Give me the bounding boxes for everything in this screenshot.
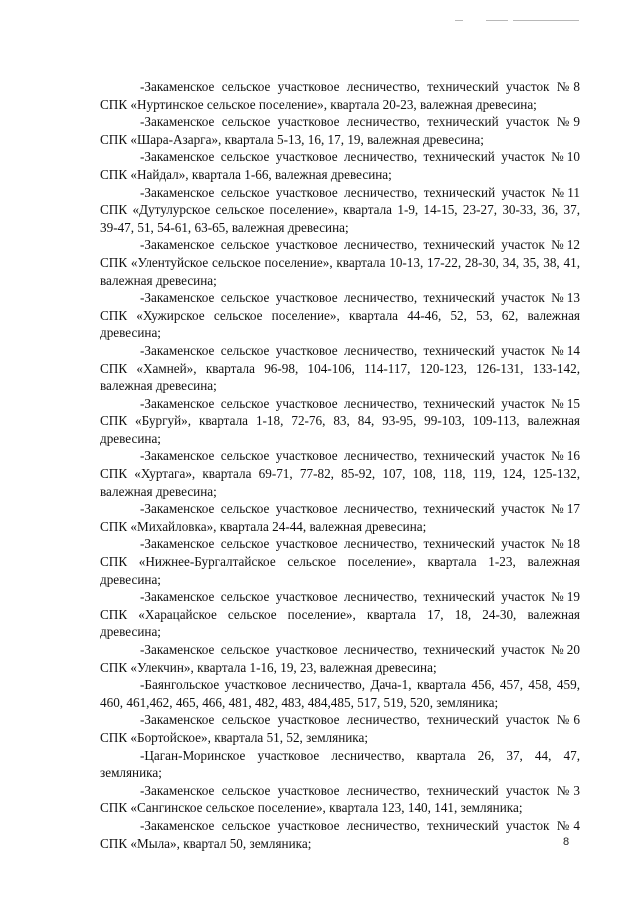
list-item: -Закаменское сельское участковое лесничество, технический участок №15 СПК «Бургуй», квартала 1-18, 72-76, 83, 84, 93-95, 99-103, 109-113, валежная древесина; bbox=[100, 395, 580, 446]
scan-header-mark bbox=[455, 20, 463, 21]
list-item: -Закаменское сельское участковое лесничество, технический участок №3 СПК «Сангинское сельское поселение», квартала 123, 140, 141, земляника; bbox=[100, 782, 580, 816]
list-item: -Закаменское сельское участковое лесничество, технический участок №14 СПК «Хамней», квартала 96-98, 104-106, 114-117, 120-123, 126-131, 133-142, валежная древесина; bbox=[100, 342, 580, 394]
list-item: -Закаменское сельское участковое лесничество, технический участок №11 СПК «Дутулурское сельское поселение», квартала 1-9, 14-15, 23-27, 30-33, 36, 37, 39-47, 51, 54-61, 63-65, валежная древесина; bbox=[100, 184, 580, 235]
list-item: -Баянгольское участковое лесничество, Дача-1, квартала 456, 457, 458, 459, 460, 461,462, 465, 466, 481, 482, 483, 484,485, 517, 519, 520, земляника; bbox=[100, 677, 580, 710]
list-item: -Закаменское сельское участковое лесничество, технический участок №18 СПК «Нижнее-Бургалтайское сельское поселение», квартала 1-23, валежная древесина; bbox=[100, 536, 580, 587]
list-item: -Закаменское сельское участковое лесничество, технический участок №12 СПК «Улентуйское сельское поселение», квартала 10-13, 17-22, 28-30, 34, 35, 38, 41, валежная древесина; bbox=[100, 237, 580, 288]
page-number: 8 bbox=[563, 836, 570, 848]
list-item: -Закаменское сельское участковое лесничество, технический участок №13 СПК «Хужирское сельское поселение», квартала 44-46, 52, 53, 62, валежная древесина; bbox=[100, 290, 580, 341]
list-item: -Закаменское сельское участковое лесничество, технический участок №9 СПК «Шара-Азарга», квартала 5-13, 16, 17, 19, валежная древесина; bbox=[100, 114, 580, 147]
list-item: -Закаменское сельское участковое лесничество, технический участок №19 СПК «Харацайское сельское поселение», квартала 17, 18, 24-30, валежная древесина; bbox=[100, 589, 580, 640]
scan-header-mark bbox=[513, 20, 579, 21]
list-item: -Закаменское сельское участковое лесничество, технический участок №16 СПК «Хуртага», квартала 69-71, 77-82, 85-92, 107, 108, 118, 119, 124, 125-132, валежная древесина; bbox=[100, 448, 580, 499]
list-item: -Закаменское сельское участковое лесничество, технический участок №8 СПК «Нуртинское сельское поселение», квартала 20-23, валежная древесина; bbox=[100, 79, 580, 112]
list-item: -Закаменское сельское участковое лесничество, технический участок №4 СПК «Мыла», квартал 50, земляника; bbox=[100, 817, 580, 851]
document-body bbox=[100, 78, 580, 852]
list-item: -Закаменское сельское участковое лесничество, технический участок №17 СПК «Михайловка», квартала 24-44, валежная древесина; bbox=[100, 501, 580, 534]
list-item: -Закаменское сельское участковое лесничество, технический участок №10 СПК «Найдал», квартала 1-66, валежная древесина; bbox=[100, 149, 580, 182]
scan-header-mark bbox=[486, 20, 508, 21]
list-item: -Закаменское сельское участковое лесничество, технический участок №20 СПК «Улекчин», квартала 1-16, 19, 23, валежная древесина; bbox=[100, 642, 580, 675]
list-item: -Закаменское сельское участковое лесничество, технический участок №6 СПК «Бортойское», квартала 51, 52, земляника; bbox=[100, 712, 580, 745]
list-item: -Цаган-Моринское участковое лесничество, квартала 26, 37, 44, 47, земляника; bbox=[100, 747, 580, 781]
